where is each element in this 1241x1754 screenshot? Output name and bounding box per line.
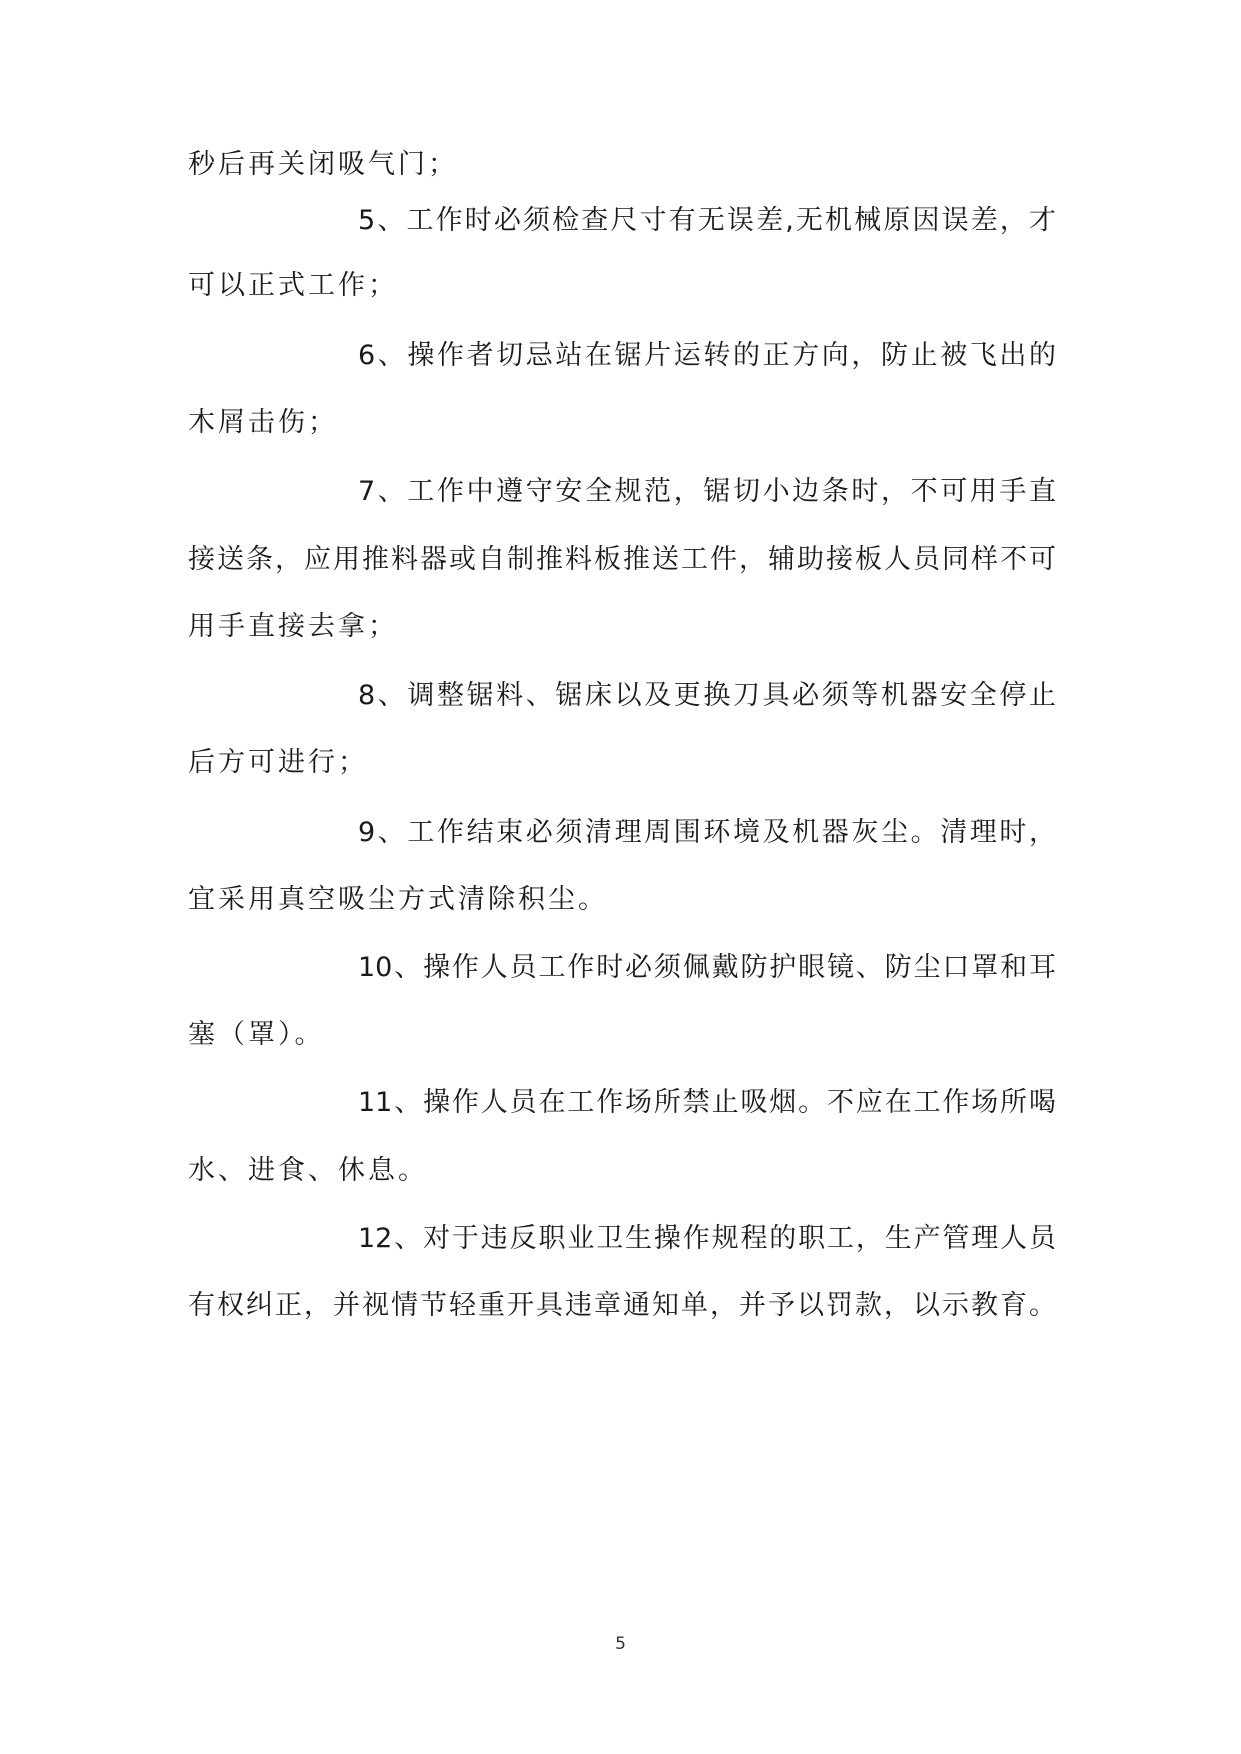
list-item-5-line-2: 可以正式工作；: [188, 270, 398, 301]
list-item-6-line-2: 木屑击伤；: [188, 407, 338, 438]
list-item-10-line-2: 塞（罩）。: [188, 1019, 325, 1050]
list-item-7-line-1: 7、工作中遵守安全规范，锯切小边条时，不可用手直: [358, 476, 1056, 507]
list-item-9-line-1: 9、工作结束必须清理周围环境及机器灰尘。清理时，: [358, 817, 1056, 848]
list-item-8-line-1: 8、调整锯料、锯床以及更换刀具必须等机器安全停止: [358, 680, 1056, 711]
list-item-10-line-1: 10、操作人员工作时必须佩戴防护眼镜、防尘口罩和耳: [358, 952, 1056, 983]
list-item-7-line-3: 用手直接去拿；: [188, 611, 398, 642]
page-number: 5: [615, 1634, 626, 1654]
list-item-8-line-2: 后方可进行；: [188, 747, 368, 778]
list-item-5-line-1: 5、工作时必须检查尺寸有无误差,无机械原因误差，才: [358, 205, 1056, 236]
list-item-9-line-2: 宜采用真空吸尘方式清除积尘。: [188, 884, 608, 915]
list-item-11-line-1: 11、操作人员在工作场所禁止吸烟。不应在工作场所喝: [358, 1087, 1056, 1118]
text-line: 秒后再关闭吸气门；: [188, 149, 458, 180]
list-item-12-line-2: 有权纠正，并视情节轻重开具违章通知单，并予以罚款，以示教育。: [188, 1290, 1056, 1321]
list-item-11-line-2: 水、进食、休息。: [188, 1155, 428, 1186]
list-item-6-line-1: 6、操作者切忌站在锯片运转的正方向，防止被飞出的: [358, 340, 1056, 371]
list-item-7-line-2: 接送条，应用推料器或自制推料板推送工件，辅助接板人员同样不可: [188, 544, 1056, 575]
list-item-12-line-1: 12、对于违反职业卫生操作规程的职工，生产管理人员: [358, 1223, 1056, 1254]
